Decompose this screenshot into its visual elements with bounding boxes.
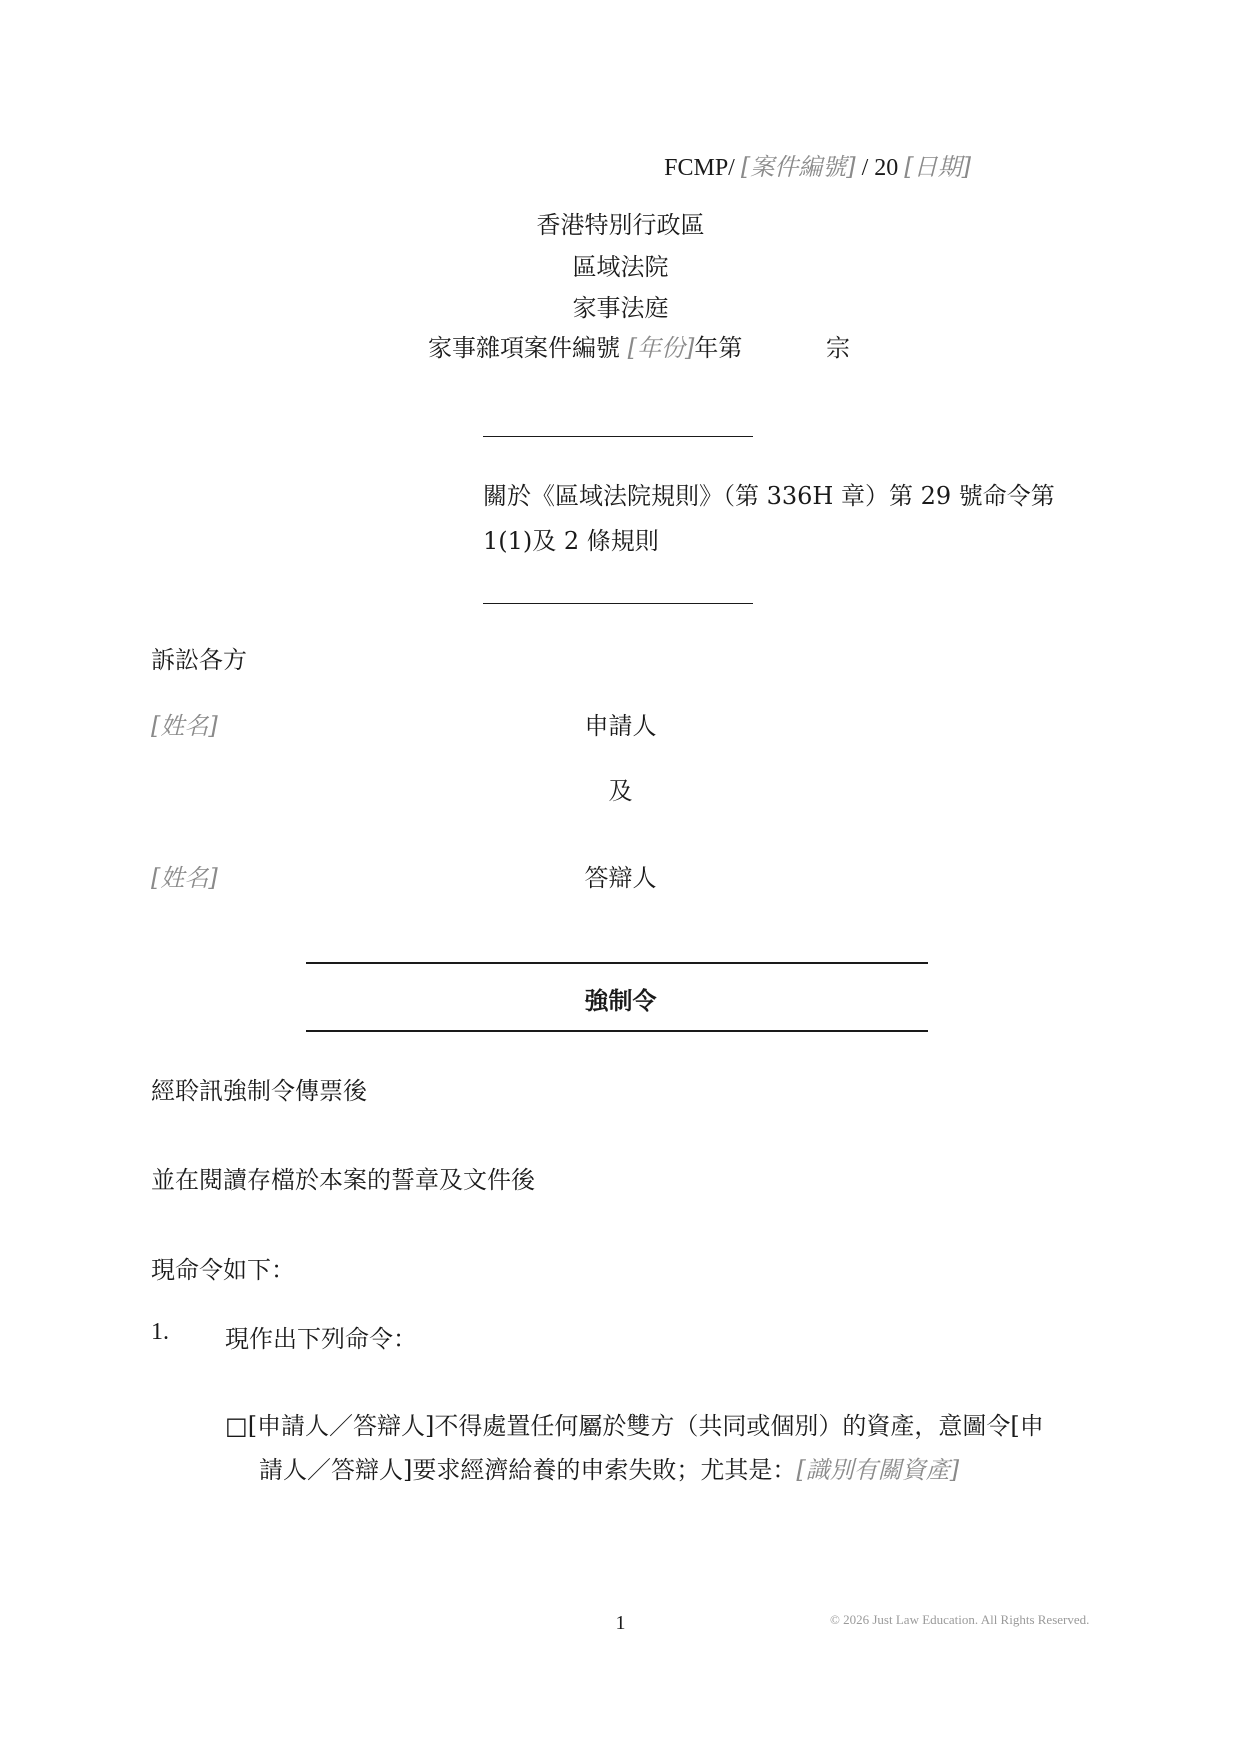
asset-placeholder[interactable]: [識別有關資產]	[796, 1456, 960, 1484]
respondent-role: 答辯人	[584, 864, 657, 892]
divider-matter	[483, 603, 753, 604]
year-placeholder[interactable]: [年份]	[627, 334, 695, 362]
matter-line-1: 關於《區域法院規則》（第 336H 章）第 29 號命令第	[483, 482, 1055, 510]
heading-division: 家事法庭	[572, 294, 669, 322]
copyright-notice: © 2026 Just Law Education. All Rights Reserved.	[830, 1612, 1090, 1627]
page-number: 1	[615, 1612, 626, 1634]
heading-region: 香港特別行政區	[536, 211, 705, 239]
matter-line-2: 1(1)及 2 條規則	[483, 527, 659, 555]
clause-text-1: [申請人／答辯人]不得處置任何屬於雙方（共同或個別）的資產，意圖令[申	[247, 1412, 1044, 1440]
case-number-line	[428, 328, 742, 363]
applicant-name-placeholder[interactable]: [姓名]	[151, 712, 218, 740]
case-line-prefix: 家事雜項案件編號	[428, 334, 628, 362]
divider-order-top	[306, 962, 928, 964]
clause-line-2	[259, 1450, 959, 1485]
divider-top	[483, 436, 753, 437]
case-reference	[664, 147, 971, 182]
order-title: 強制令	[584, 986, 657, 1015]
paragraph-ordered: 現命令如下：	[151, 1256, 295, 1284]
case-ref-middle: / 20	[855, 155, 905, 181]
date-placeholder[interactable]: [日期]	[904, 153, 971, 181]
applicant-role: 申請人	[584, 712, 657, 740]
case-ref-prefix: FCMP/	[664, 155, 741, 181]
case-line-end: 宗	[826, 334, 850, 362]
clause-text-2: 請人／答辯人]要求經濟給養的申索失敗；尤其是：	[259, 1456, 797, 1484]
paragraph-reading: 並在閱讀存檔於本案的誓章及文件後	[151, 1166, 535, 1194]
divider-order-bottom	[306, 1030, 928, 1032]
clause-checkbox[interactable]: □	[225, 1412, 248, 1440]
respondent-name-placeholder[interactable]: [姓名]	[151, 864, 218, 892]
item-1-text: 現作出下列命令：	[225, 1325, 417, 1353]
case-number-placeholder[interactable]: [案件編號]	[740, 153, 856, 181]
paragraph-hearing: 經聆訊強制令傳票後	[151, 1077, 367, 1105]
case-line-post: 年第	[694, 334, 743, 362]
item-1-number: 1.	[151, 1319, 169, 1345]
heading-court: 區域法院	[572, 253, 669, 281]
clause-line-1	[225, 1406, 1044, 1441]
parties-and: 及	[608, 777, 633, 805]
parties-title: 訴訟各方	[151, 646, 247, 674]
